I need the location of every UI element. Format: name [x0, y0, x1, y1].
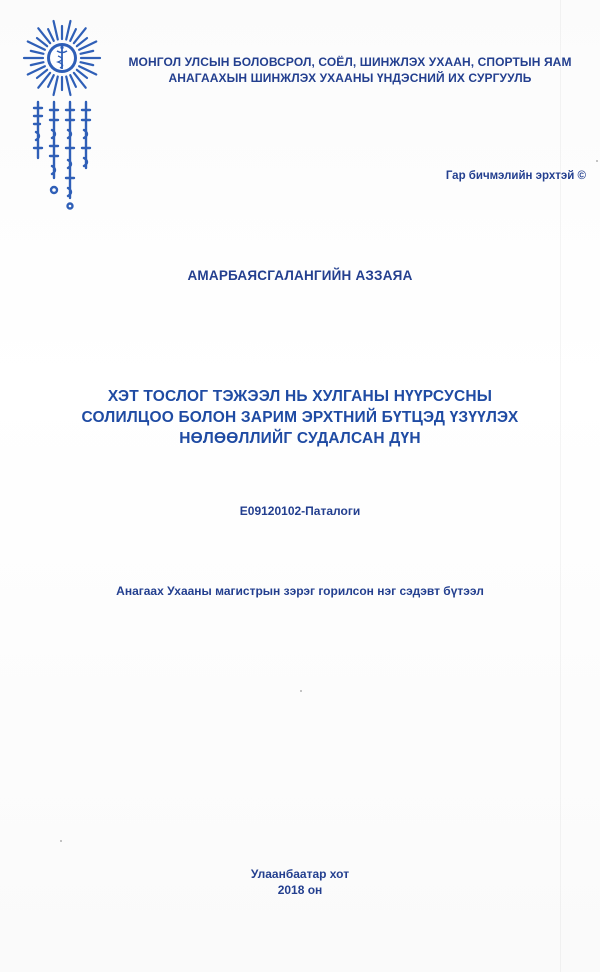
ministry-header — [110, 54, 590, 86]
author-name: АМАРБАЯСГАЛАНГИЙН АЗЗАЯА — [187, 268, 413, 283]
scan-speck — [300, 690, 302, 692]
header-ministry-line: МОНГОЛ УЛСЫН БОЛОВСРОЛ, СОЁЛ, ШИНЖЛЭХ УХААН, СПОРТЫН ЯАМ — [128, 55, 572, 69]
scan-speck — [60, 840, 62, 842]
city: Улаанбаатар хот — [250, 867, 350, 881]
title-line-1: ХЭТ ТОСЛОГ ТЭЖЭЭЛ НЬ ХУЛГАНЫ НҮҮРСУСНЫ — [107, 388, 493, 405]
mongolian-script-logo-icon — [28, 98, 106, 210]
thesis-title — [60, 386, 540, 449]
degree-statement: Анагаах Ухааны магистрын зэрэг горилсон нэг сэдэвт бүтээл — [116, 584, 484, 598]
year: 2018 он — [277, 883, 323, 897]
page-shadow — [560, 0, 561, 972]
title-line-2: СОЛИЛЦОО БОЛОН ЗАРИМ ЭРХТНИЙ БҮТЦЭД ҮЗҮҮЛЭХ — [81, 409, 519, 426]
place-and-year — [0, 866, 600, 898]
title-line-3: НӨЛӨӨЛЛИЙГ СУДАЛСАН ДҮН — [179, 430, 421, 447]
specialty-code: E09120102-Паталоги — [239, 504, 361, 518]
scan-speck — [596, 160, 598, 162]
copyright-note: Гар бичмэлийн эрхтэй © — [445, 170, 586, 182]
header-university-line: АНАГААХЫН ШИНЖЛЭХ УХААНЫ ҮНДЭСНИЙ ИХ СУРГУУЛЬ — [168, 71, 532, 85]
university-emblem-icon — [22, 18, 102, 98]
